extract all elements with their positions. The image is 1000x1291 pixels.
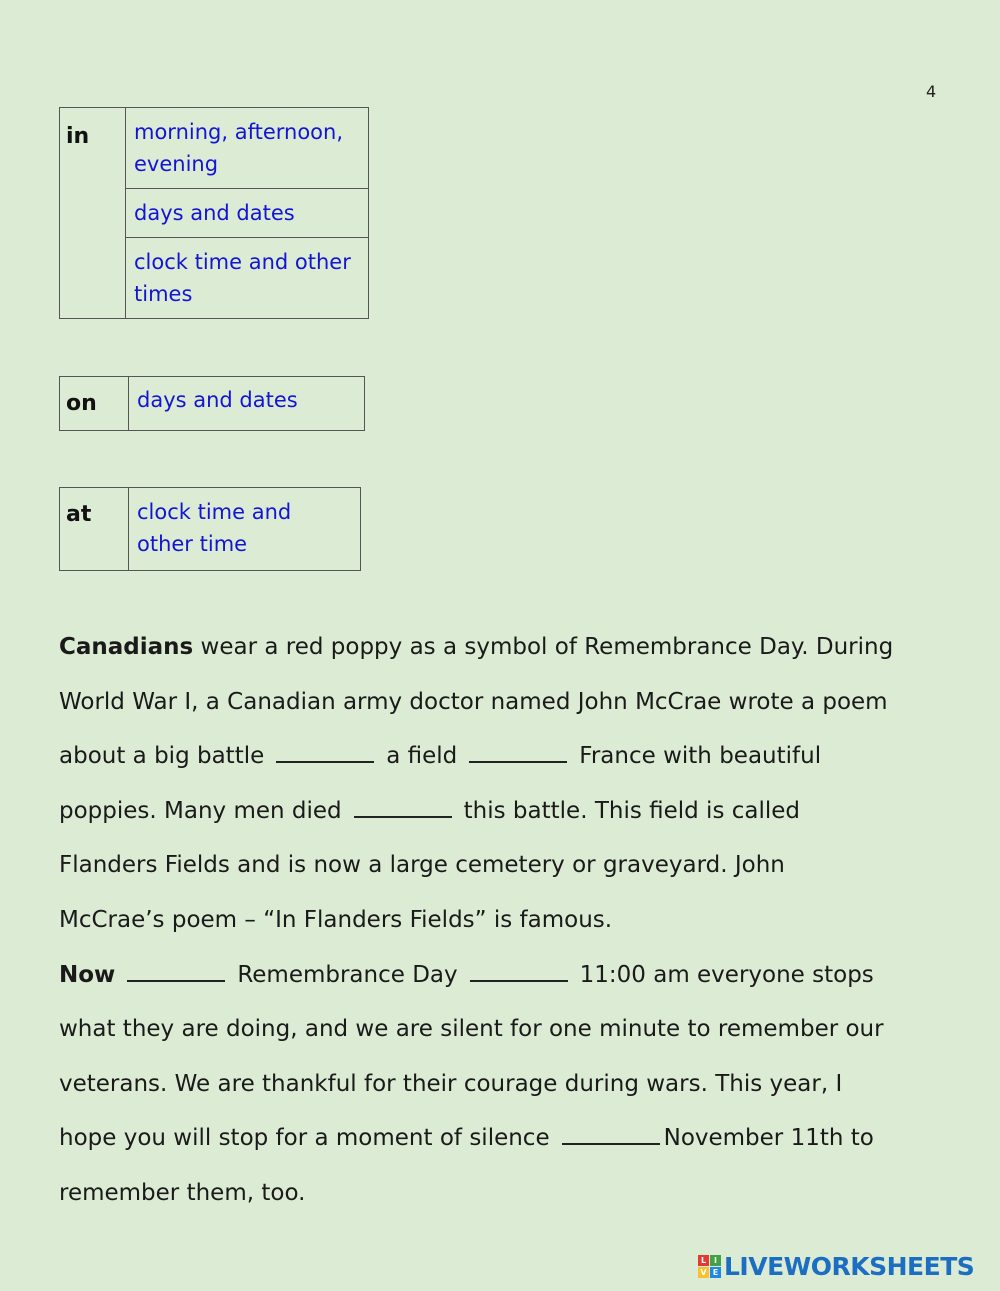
passage-text: a field [386,743,458,770]
preposition-use: morning, afternoon, evening [126,108,369,189]
preposition-table-in [59,107,369,319]
passage-line: World War I, a Canadian army doctor named John McCrae wrote a poem [59,688,888,715]
logo-mark-letter: L [698,1255,709,1266]
passage-line [59,620,959,675]
passage-text: Remembrance Day [237,961,458,988]
preposition-table-at [59,487,361,571]
preposition-use: clock time and other time [129,488,361,571]
preposition-word-in: in [60,108,126,319]
passage-text: November 11th to [663,1125,874,1152]
fill-blank-4[interactable] [127,960,225,982]
reading-passage [59,620,959,1221]
passage-text: this battle. This field is called [463,797,801,824]
passage-line [59,948,959,1003]
fill-blank-5[interactable] [470,960,568,982]
passage-line [59,784,959,839]
logo-text: LIVEWORKSHEETS [724,1252,975,1281]
logo-mark-letter: V [698,1267,709,1278]
passage-text: wear a red poppy as a symbol of Remembrance Day. During [193,634,894,660]
logo-mark-letter: E [710,1267,721,1278]
fill-blank-6[interactable] [562,1123,660,1145]
preposition-word-on: on [60,377,129,431]
fill-blank-1[interactable] [276,741,374,763]
passage-line: Flanders Fields and is now a large cemetery or graveyard. John [59,852,785,879]
preposition-use: days and dates [129,377,365,431]
preposition-word-at: at [60,488,129,571]
page-number: 4 [926,82,937,101]
liveworksheets-logo [698,1252,974,1281]
passage-line: veterans. We are thankful for their courage during wars. This year, I [59,1070,843,1097]
passage-line: McCrae’s poem – “In Flanders Fields” is famous. [59,906,613,933]
passage-text: about a big battle [59,743,265,770]
passage-line [59,729,959,784]
passage-line: what they are doing, and we are silent for one minute to remember our [59,1016,884,1043]
logo-mark-letter: I [710,1255,721,1266]
preposition-use: days and dates [126,189,369,238]
fill-blank-3[interactable] [354,796,452,818]
passage-text: hope you will stop for a moment of silence [59,1125,550,1152]
preposition-table-on [59,376,365,431]
passage-text: France with beautiful [579,743,822,770]
passage-text: 11:00 am everyone stops [579,961,874,988]
passage-text: poppies. Many men died [59,797,342,824]
fill-blank-2[interactable] [469,741,567,763]
preposition-use: clock time and other times [126,238,369,319]
bold-lead-word: Canadians [59,634,194,660]
passage-line [59,1111,959,1166]
logo-icon [698,1255,721,1278]
passage-line: remember them, too. [59,1179,306,1206]
bold-lead-word: Now [59,961,116,988]
